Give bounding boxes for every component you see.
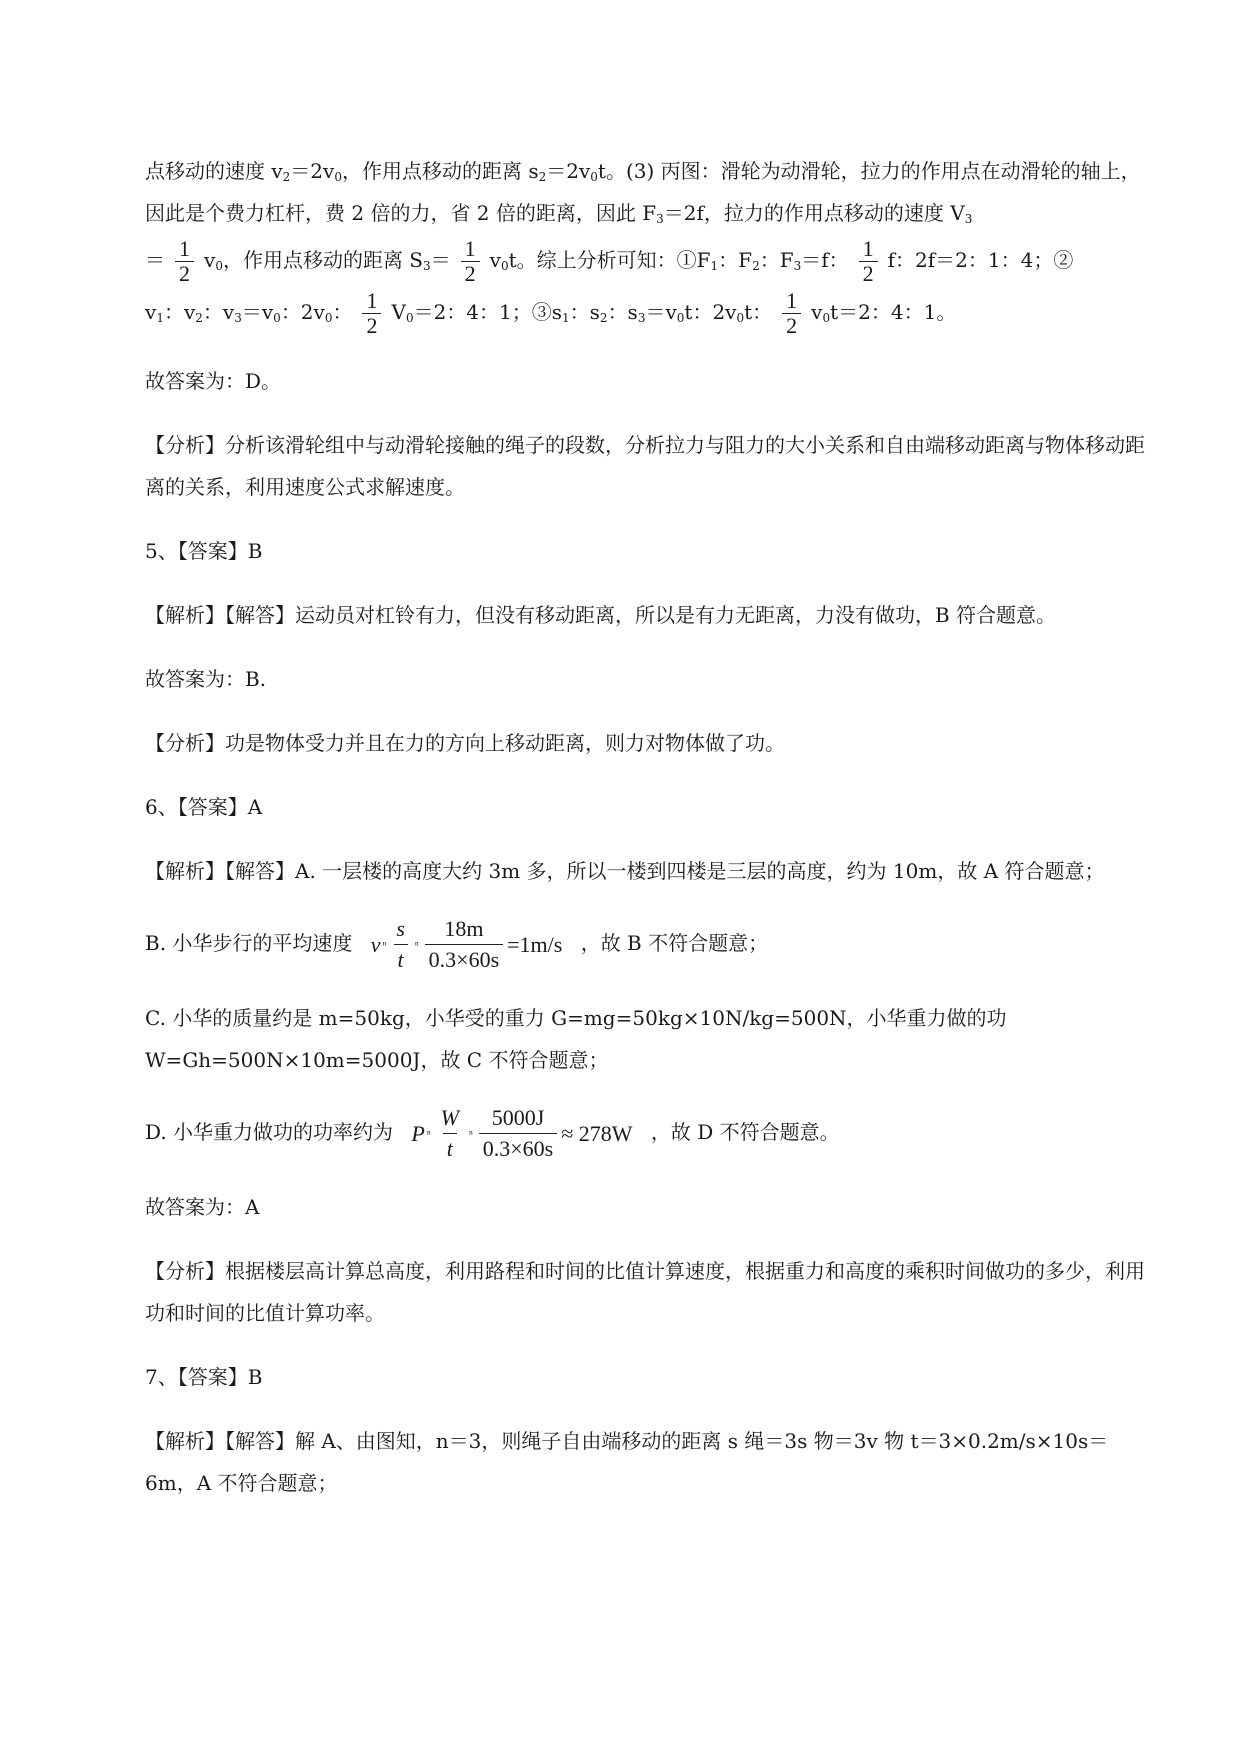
- text: B. 小华步行的平均速度: [145, 931, 353, 955]
- question-6-option-b: [145, 914, 1145, 975]
- subscript: 0: [500, 259, 509, 273]
- text: ：s: [607, 300, 638, 324]
- subscript: 0: [736, 311, 745, 325]
- text: ＝: [145, 248, 165, 272]
- text: t：: [744, 300, 773, 324]
- subscript: 3: [964, 212, 973, 226]
- fraction-distance-over-time: [425, 914, 503, 975]
- fraction-numerator: 1: [179, 236, 190, 261]
- formula-glyph: ⁿ: [426, 1126, 431, 1141]
- text: t。综上分析可知：①F: [508, 248, 711, 272]
- question-5-answer-line: 故答案为：B.: [145, 667, 267, 691]
- text: V: [391, 300, 406, 324]
- text: ：F: [718, 248, 753, 272]
- fraction-s-over-t: [392, 914, 409, 975]
- fraction-denominator: 2: [461, 261, 480, 286]
- subscript: 2: [538, 170, 547, 184]
- subscript: 0: [324, 311, 333, 325]
- text: ＝2：4：1；③s: [413, 300, 563, 324]
- text: v: [145, 300, 157, 324]
- text: ，作用点移动的距离 s: [341, 159, 539, 183]
- text: ＝f：: [801, 248, 849, 272]
- formula-result: =1m/s: [507, 931, 563, 957]
- subscript: 2: [195, 311, 203, 325]
- question-7-explanation: 【解析】【解答】解 A、由图知，n＝3，则绳子自由端移动的距离 s 绳＝3s 物＝3v 物 t＝3×0.2m/s×10s＝6m，A 不符合题意；: [145, 1429, 1109, 1495]
- text: ：v: [202, 300, 235, 324]
- text: ：F: [759, 248, 794, 272]
- fraction-numerator: 1: [862, 236, 874, 261]
- formula-result: ≈ 278W: [561, 1120, 633, 1146]
- analysis-paragraph: 【分析】分析该滑轮组中与动滑轮接触的绳子的段数，分析拉力与阻力的大小关系和自由端移动距离与物体移动距离的关系，利用速度公式求解速度。: [145, 433, 1145, 499]
- formula-glyph: ⁿ: [382, 937, 387, 952]
- subscript: 1: [156, 311, 164, 325]
- text: D. 小华重力做功的功率约为: [145, 1120, 394, 1144]
- fraction-denominator: 2: [362, 313, 381, 338]
- fraction-half: [362, 289, 381, 338]
- fraction-numerator: 1: [366, 288, 378, 313]
- text: ＝2v: [290, 159, 335, 183]
- subscript: 2: [599, 311, 608, 325]
- text: ＝: [430, 248, 451, 272]
- subscript: 0: [822, 311, 831, 325]
- fraction-w-over-t: [437, 1103, 463, 1164]
- fraction-half: [461, 237, 480, 286]
- text: ＝2f，拉力的作用点移动的速度 V: [663, 201, 965, 225]
- text: ＝2v: [546, 159, 591, 183]
- subscript: 0: [215, 259, 223, 273]
- text: ，故 D 不符合题意。: [650, 1120, 840, 1144]
- subscript: 3: [656, 212, 664, 226]
- formula-symbol: P: [411, 1120, 425, 1146]
- fraction-denominator: t: [394, 944, 408, 975]
- formula-glyph: ⁿ: [468, 1126, 473, 1141]
- formula-symbol: v: [370, 931, 381, 957]
- question-6-analysis: 【分析】根据楼层高计算总高度，利用路程和时间的比值计算速度，根据重力和高度的乘积时间做功的多少，利用功和时间的比值计算功率。: [145, 1259, 1145, 1325]
- question-6-answer-line: 故答案为：A: [145, 1195, 260, 1219]
- text: ：2v: [280, 300, 325, 324]
- subscript: 3: [423, 259, 431, 273]
- power-formula: [411, 1103, 632, 1164]
- text: ：s: [569, 300, 600, 324]
- speed-formula: [371, 914, 563, 975]
- text: ，故 B 不符合题意；: [580, 931, 769, 955]
- subscript: 0: [334, 170, 342, 184]
- text: t。(3) 丙图：滑轮为动滑轮，拉力的作用点在动滑轮的轴上，因此是个费力杠杆，费 2 倍的力，省 2 倍的距离，因此 F: [145, 159, 1141, 225]
- subscript: 2: [282, 170, 291, 184]
- subscript: 0: [590, 170, 598, 184]
- formula-glyph: ⁿ: [414, 937, 419, 952]
- fraction-denominator: 0.3×60s: [425, 944, 503, 975]
- fraction-half: [175, 237, 194, 286]
- subscript: 0: [405, 311, 414, 325]
- subscript: 1: [562, 311, 570, 325]
- subscript: 3: [234, 311, 242, 325]
- paragraph-analysis-continued: [145, 150, 1145, 234]
- subscript: 0: [273, 311, 281, 325]
- document-page: [145, 150, 1145, 1504]
- subscript: 2: [752, 259, 760, 273]
- question-5-explanation: 【解析】【解答】运动员对杠铃有力，但没有移动距离，所以是有力无距离，力没有做功，B 符合题意。: [145, 603, 1057, 627]
- question-6-option-c: C. 小华的质量约是 m=50kg，小华受的重力 G=mg=50kg×10N/kg=500N，小华重力做的功 W=Gh=500N×10m=5000J，故 C 不符合题意；: [145, 1006, 1007, 1072]
- question-6-answer-heading: 6、【答案】A: [145, 795, 263, 819]
- question-5-answer-heading: 5、【答案】B: [145, 539, 263, 563]
- fraction-numerator: 18m: [444, 916, 484, 941]
- question-6-explanation: 【解析】【解答】A. 一层楼的高度大约 3m 多，所以一楼到四楼是三层的高度，约为 10m，故 A 符合题意；: [145, 859, 1105, 883]
- text: ＝v: [645, 300, 677, 324]
- fraction-denominator: 2: [782, 313, 801, 338]
- fraction-numerator: 1: [464, 236, 476, 261]
- text: v: [204, 248, 216, 272]
- fraction-numerator: s: [396, 916, 405, 941]
- paragraph-fractions-1: [145, 234, 1145, 286]
- question-5-analysis: 【分析】功是物体受力并且在力的方向上移动距离，则力对物体做了功。: [145, 731, 785, 755]
- text: ：v: [163, 300, 196, 324]
- subscript: 0: [676, 311, 685, 325]
- question-6-option-d: [145, 1103, 1145, 1164]
- fraction-numerator: W: [440, 1105, 459, 1130]
- fraction-half: [782, 289, 801, 338]
- subscript: 3: [793, 259, 802, 273]
- fraction-denominator: 0.3×60s: [479, 1133, 557, 1164]
- fraction-work-over-time: [479, 1103, 557, 1164]
- text: 点移动的速度 v: [145, 159, 283, 183]
- fraction-denominator: 2: [175, 261, 194, 286]
- answer-line: 故答案为：D。: [145, 369, 282, 393]
- text: v: [811, 300, 823, 324]
- subscript: 3: [637, 311, 646, 325]
- fraction-denominator: 2: [859, 261, 878, 286]
- text: ＝v: [241, 300, 274, 324]
- subscript: 1: [710, 259, 719, 273]
- text: t：2v: [684, 300, 737, 324]
- fraction-half: [859, 237, 878, 286]
- text: t＝2：4：1。: [830, 300, 957, 324]
- paragraph-fractions-2: [145, 286, 1145, 338]
- text: v: [489, 248, 501, 272]
- fraction-numerator: 1: [786, 288, 798, 313]
- fraction-denominator: t: [443, 1133, 457, 1164]
- fraction-numerator: 5000J: [491, 1105, 545, 1130]
- text: ，作用点移动的距离 S: [222, 248, 424, 272]
- text: f：2f＝2：1：4；②: [887, 248, 1074, 272]
- question-7-answer-heading: 7、【答案】B: [145, 1365, 263, 1389]
- text: ：: [332, 300, 353, 324]
